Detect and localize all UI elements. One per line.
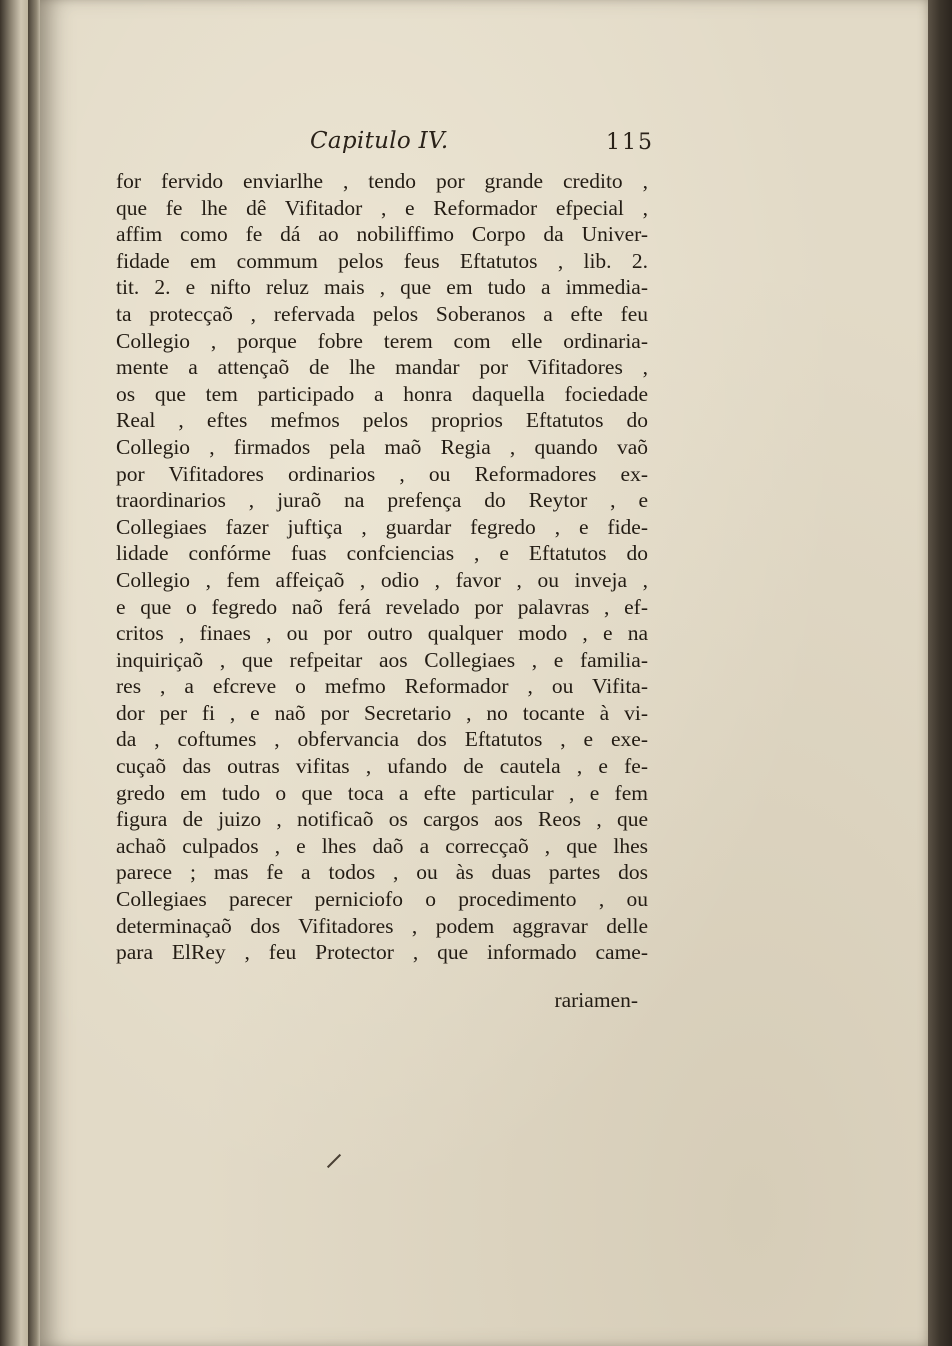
text-line: dor per fi , e naõ por Secretario , no tocante à vi- [116, 700, 648, 725]
text-line: Collegio , porque fobre terem com elle ordinaria- [116, 328, 648, 353]
text-line: Collegio , fem affeiçaõ , odio , favor , ou inveja , [116, 567, 648, 592]
text-line: Collegiaes parecer perniciofo o procedimento , ou [116, 887, 648, 912]
text-line: for fervido enviarlhe , tendo por grande credito , [116, 169, 648, 193]
right-page-edge [928, 0, 952, 1346]
running-head: Capitulo IV. [310, 128, 449, 154]
text-line: res , a efcreve o mefmo Reformador , ou Vifita- [116, 674, 648, 699]
text-line: ta protecçaõ , refervada pelos Soberanos a efte feu [116, 301, 648, 326]
text-line: lidade confórme fuas confciencias , e Eftatutos do [116, 541, 648, 566]
text-line: tit. 2. e nifto reluz mais , que em tudo a immedia- [116, 275, 648, 300]
text-line: e que o fegredo naõ ferá revelado por palavras , ef- [116, 594, 648, 619]
text-line: achaõ culpados , e lhes daõ a correcçaõ , que lhes [116, 833, 648, 858]
text-line: affim como fe dá ao nobiliffimo Corpo da Univer- [116, 222, 648, 247]
text-line: Real , eftes mefmos pelos proprios Eftatutos do [116, 408, 648, 433]
text-line: para ElRey , feu Protector , que informado came- [116, 940, 648, 965]
catchword: rariamen- [554, 988, 638, 1012]
page-number: 115 [606, 130, 654, 155]
text-line: figura de juizo , notificaõ os cargos aos Reos , que [116, 807, 648, 832]
text-line: fidade em commum pelos feus Eftatutos , lib. 2. [116, 248, 648, 273]
text-line: determinaçaõ dos Vifitadores , podem aggravar delle [116, 913, 648, 938]
text-line: os que tem participado a honra daquella fociedade [116, 381, 648, 406]
text-line: traordinarios , juraõ na prefença do Reytor , e [116, 488, 648, 513]
text-line: critos , finaes , ou por outro qualquer modo , e na [116, 621, 648, 646]
text-line: por Vifitadores ordinarios , ou Reformadores ex- [116, 461, 648, 486]
text-line: parece ; mas fe a todos , ou às duas partes dos [116, 860, 648, 885]
body-text [116, 168, 648, 966]
text-line: Collegiaes fazer juftiça , guardar fegredo , e fide- [116, 514, 648, 539]
text-line: gredo em tudo o que toca a efte particular , e fem [116, 780, 648, 805]
text-line: cuçaõ das outras vifitas , ufando de cautela , e fe- [116, 754, 648, 779]
page-header [120, 128, 660, 168]
text-line: que fe lhe dê Vifitador , e Reformador efpecial , [116, 195, 648, 220]
text-line: Collegio , firmados pela maõ Regia , quando vaõ [116, 434, 648, 459]
text-line: inquiriçaõ , que refpeitar aos Collegiaes , e familia- [116, 647, 648, 672]
text-line: da , coftumes , obfervancia dos Eftatutos , e exe- [116, 727, 648, 752]
text-line: mente a attençaõ de lhe mandar por Vifitadores , [116, 355, 648, 380]
left-page-edge [0, 0, 30, 1346]
